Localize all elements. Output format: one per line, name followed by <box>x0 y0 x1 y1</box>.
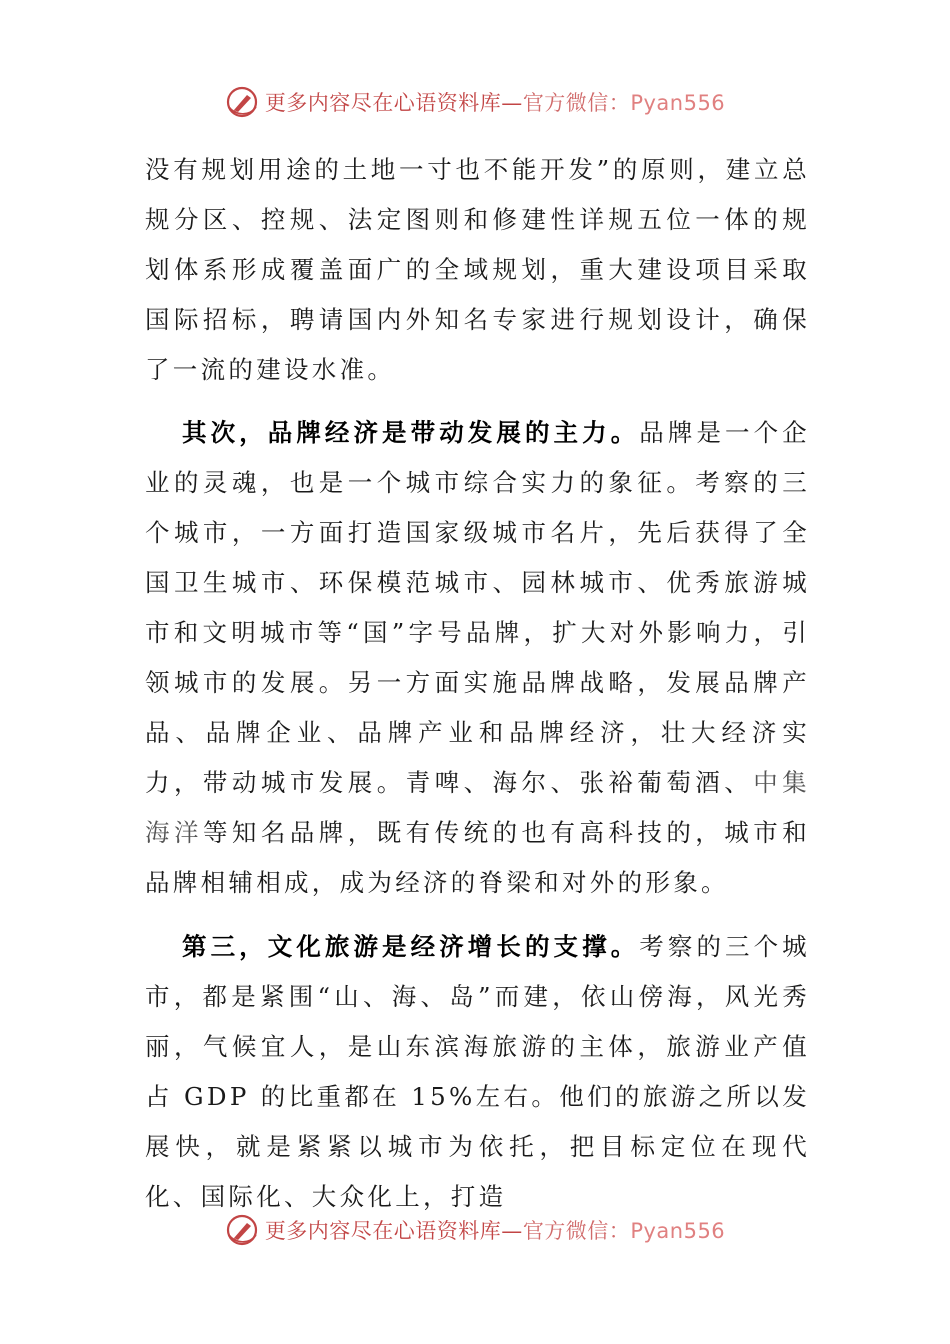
wechat-account: Pyan556 <box>630 91 726 115</box>
paragraph-culture-tourism: 第三，文化旅游是经济增长的支撑。考察的三个城市，都是紧围“山、海、岛”而建，依山傍海，风光秀丽，气候宜人，是山东滨海旅游的主体，旅游业产值占 GDP 的比重都在 15%左右。他们的旅游之所以发展快，就是紧紧以城市为依托，把目标定位在现代化、国际化、大众化上，打造 <box>145 932 810 1211</box>
pen-circle-logo-icon <box>225 85 259 119</box>
wechat-label: 官方微信： <box>522 91 631 115</box>
paragraph-continuation: 没有规划用途的土地一寸也不能开发”的原则，建立总规分区、控规、法定图则和修建性详规五位一体的规划体系形成覆盖面广的全域规划，重大建设项目采取国际招标，聘请国内外知名专家进行规划设计，确保了一流的建设水准。 <box>145 155 810 384</box>
footer-watermark-banner <box>0 1210 950 1250</box>
paragraph-heading: 第三，文化旅游是经济增长的支撑。 <box>182 932 640 961</box>
header-watermark-banner <box>0 82 950 122</box>
paragraph-brand-economy: 其次，品牌经济是带动发展的主力。品牌是一个企业的灵魂，也是一个城市综合实力的象征。考察的三个城市，一方面打造国家级城市名片，先后获得了全国卫生城市、环保模范城市、园林城市、优秀旅游城市和文明城市等“国”字号品牌，扩大对外影响力，引领城市的发展。另一方面实施品牌战略，发展品牌产品、品牌企业、品牌产业和品牌经济，壮大经济实力，带动城市发展。青啤、海尔、张裕葡萄酒、中集海洋等知名品牌，既有传统的也有高科技的，城市和品牌相辅相成，成为经济的脊梁和对外的形象。 <box>145 418 810 897</box>
banner-text: 更多内容尽在心语资料库—官方微信：Pyan556 <box>264 1219 726 1243</box>
wechat-label: 官方微信： <box>522 1219 631 1243</box>
paragraph-heading: 其次，品牌经济是带动发展的主力。 <box>182 418 640 447</box>
document-body <box>145 145 810 1236</box>
pen-circle-logo-icon <box>225 1213 259 1247</box>
banner-text: 更多内容尽在心语资料库—官方微信：Pyan556 <box>264 91 726 115</box>
wechat-account: Pyan556 <box>630 1219 726 1243</box>
